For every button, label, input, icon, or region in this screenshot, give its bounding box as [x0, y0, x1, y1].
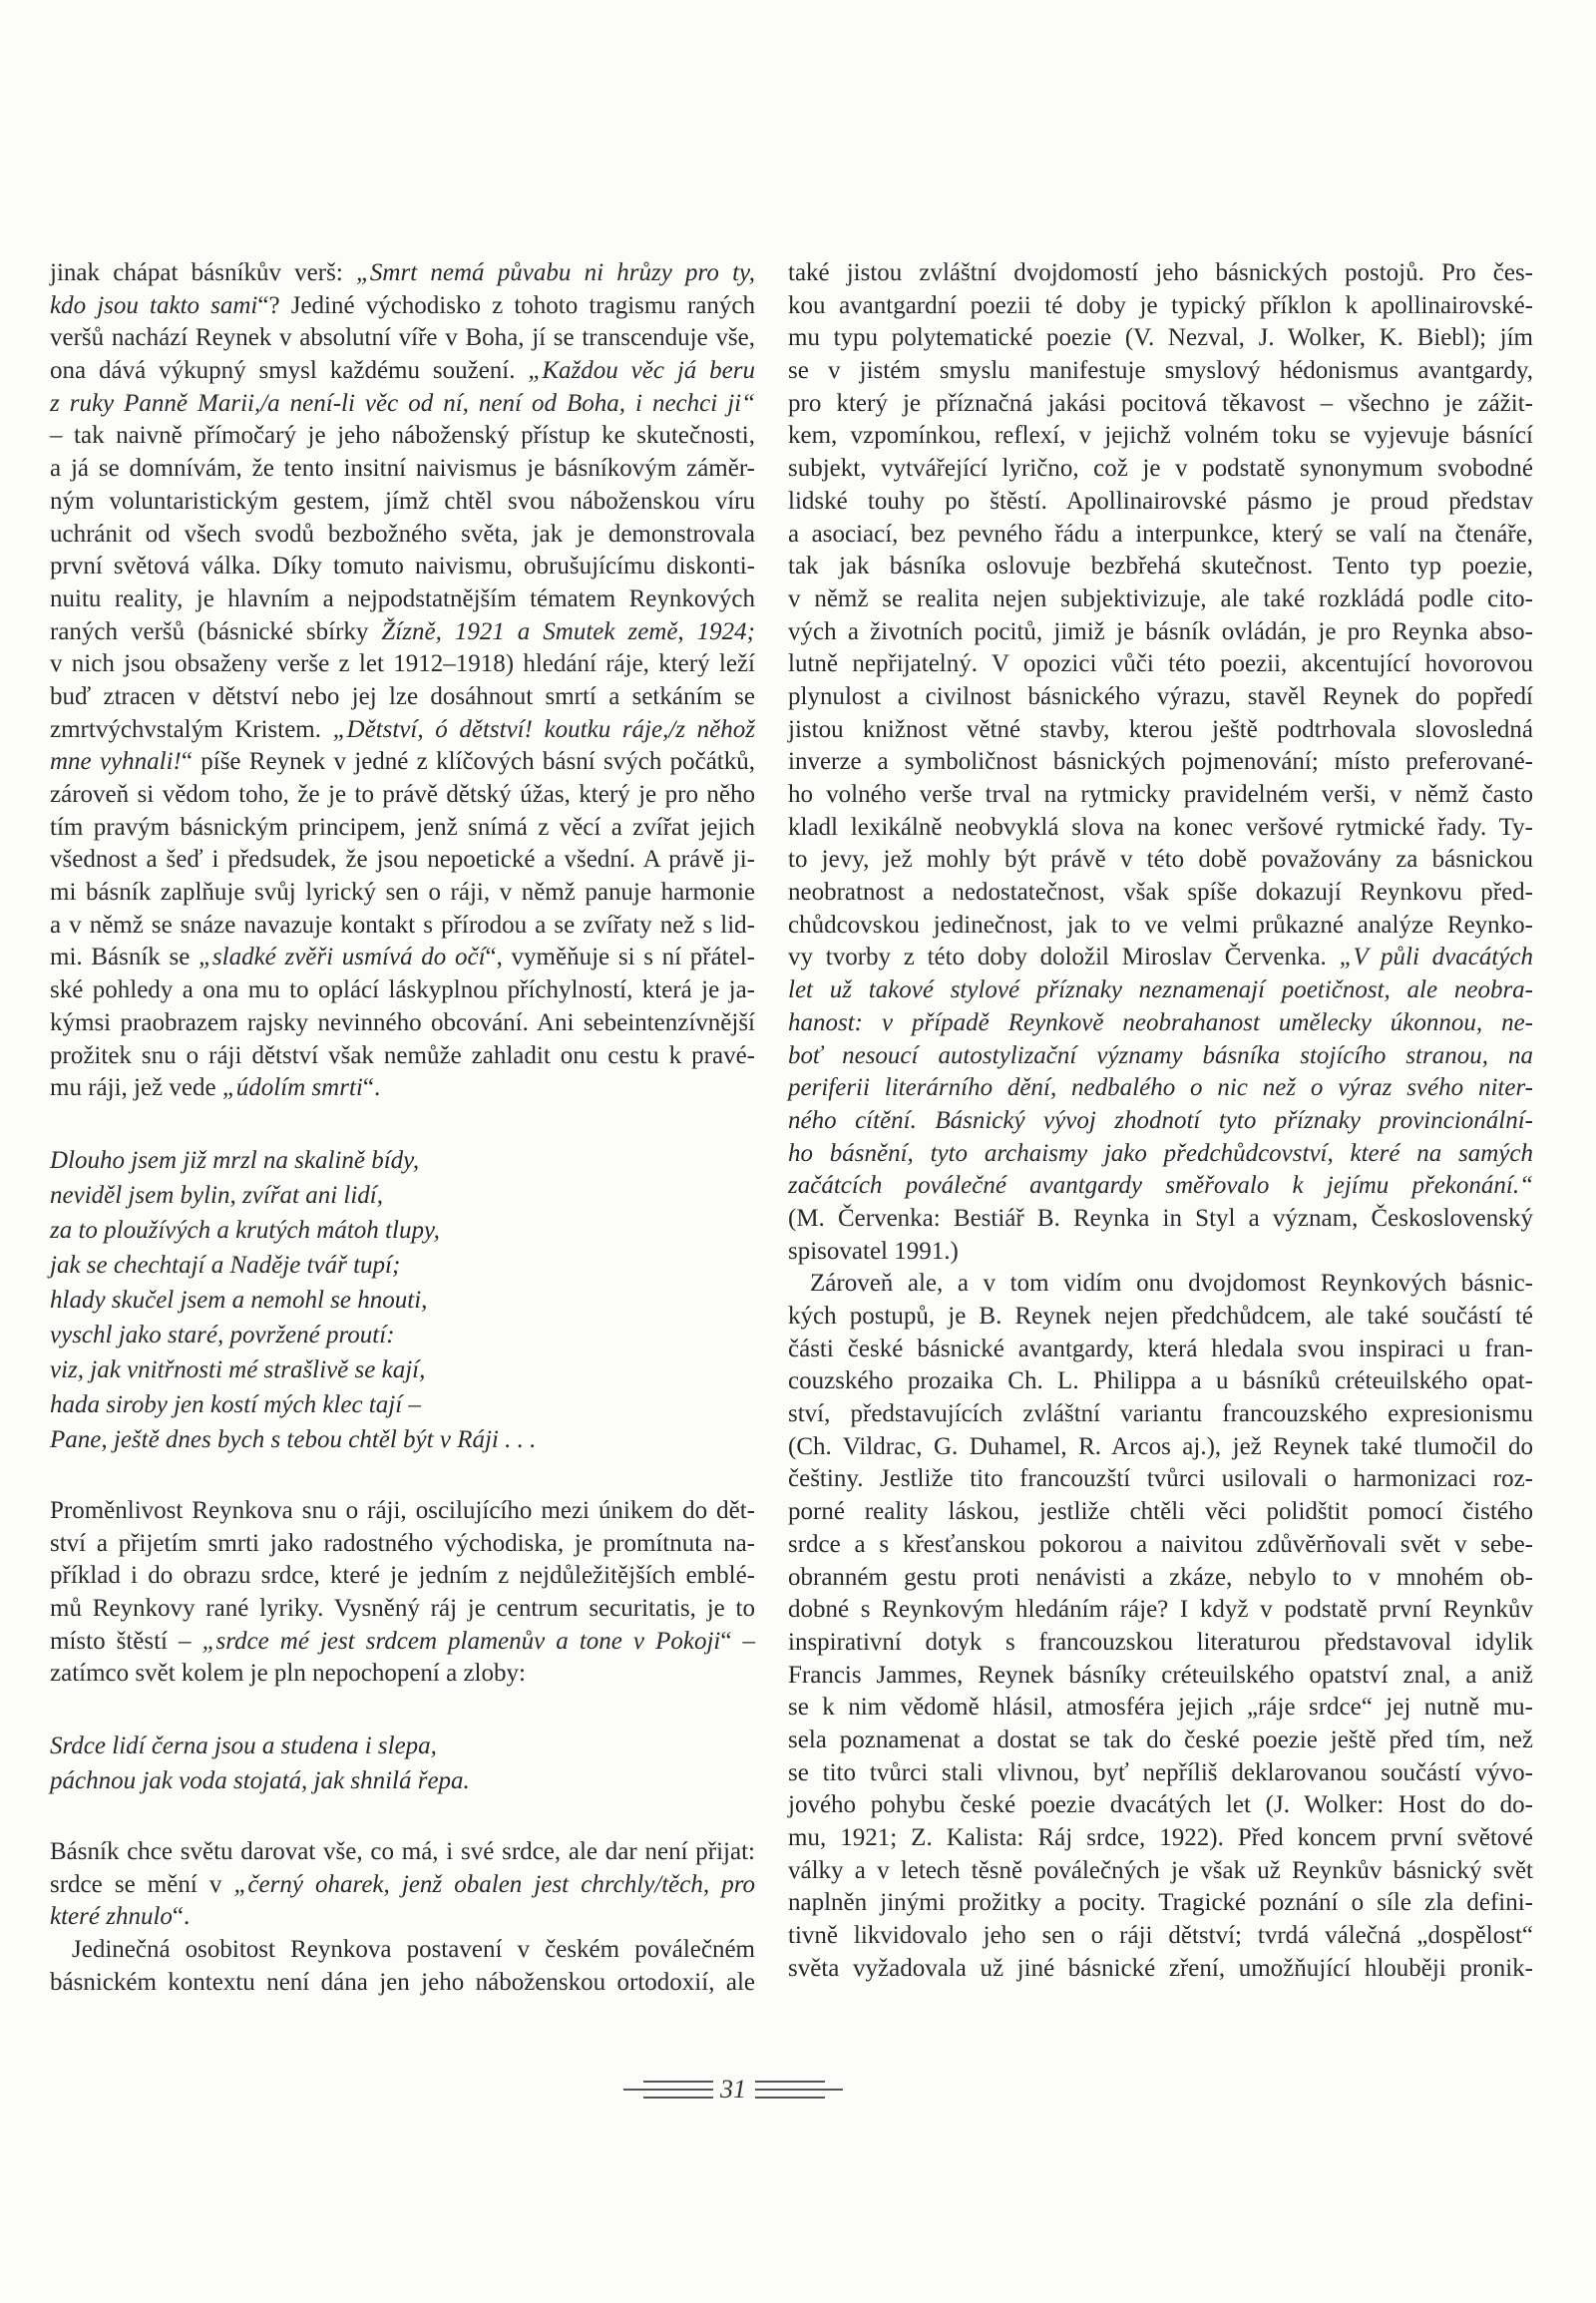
- body-text: kou avantgardní poezii té doby je typický příklon k apollinairovské-: [788, 291, 1533, 319]
- text-line: [50, 1560, 755, 1593]
- body-text: mů Reynkovy rané lyriky. Vysněný ráj je centrum securitatis, je to: [50, 1594, 755, 1622]
- text-line: [50, 519, 755, 552]
- italic-quote-text: periferii literárního dění, nedbalého o nic než o výraz svého niter-: [788, 1074, 1533, 1102]
- text-line: [50, 486, 755, 519]
- paragraph: [50, 257, 755, 1105]
- left-text-column: [50, 257, 755, 1999]
- text-line: [50, 942, 755, 974]
- verse-line: [50, 1352, 755, 1387]
- text-line: [788, 1692, 1533, 1725]
- italic-quote-text: mne vyhnali!: [50, 748, 182, 776]
- body-text: plynulost a civilnost básnického výrazu, stavěl Reynek do popředí: [788, 682, 1533, 710]
- verse-line: [50, 1422, 755, 1457]
- page-footer: [618, 2075, 848, 2105]
- italic-quote-text: let už takové stylové příznaky neznamenají poetičnost, ale neobra-: [788, 976, 1533, 1004]
- text-line: [788, 322, 1533, 355]
- body-text: Jedinečná osobitost Reynkova postavení v českém poválečném: [72, 1936, 755, 1964]
- paragraph: [50, 1934, 755, 1999]
- text-line: [788, 1627, 1533, 1660]
- text-line: [788, 1365, 1533, 1398]
- text-line: [788, 257, 1533, 290]
- text-line: [50, 974, 755, 1007]
- text-line: [50, 616, 755, 649]
- body-text: zmrtvýchvstalým Kristem.: [50, 715, 333, 743]
- body-text: vých a životních pocitů, jimiž je básník ovládán, je pro Reynka abso-: [788, 617, 1533, 645]
- text-line: [788, 1953, 1533, 1986]
- text-line: [50, 257, 755, 290]
- verse-quotation: [50, 1728, 755, 1798]
- footer-rule: [755, 2097, 825, 2099]
- italic-quote-text: začátcích poválečné avantgardy směřovalo k jejímu překonání.“: [788, 1172, 1533, 1200]
- text-line: [788, 1334, 1533, 1366]
- text-line: [50, 648, 755, 681]
- text-line: [788, 1920, 1533, 1953]
- body-text: kýmsi praobrazem rajsky nevinného obcování. Ani sebeintenzívnější: [50, 1008, 755, 1036]
- body-text: prožitek snu o ráji dětství však nemůže zahladit onu cestu k pravé-: [50, 1041, 755, 1069]
- text-line: [788, 844, 1533, 877]
- text-line: [788, 910, 1533, 943]
- italic-quote-text: „Každou věc já beru: [528, 357, 755, 385]
- text-line: [50, 877, 755, 910]
- italic-quote-text: které zhnulo: [50, 1903, 173, 1931]
- text-line: [788, 1236, 1533, 1269]
- body-text: spisovatel 1991.): [788, 1237, 959, 1265]
- body-text: (M. Červenka: Bestiář B. Reynka in Styl a význam, Československý: [788, 1204, 1533, 1232]
- body-text: inspirativní dotyk s francouzskou literaturou představoval idylik: [788, 1628, 1533, 1656]
- italic-quote-text: Dlouho jsem již mrzl na skalině bídy,: [50, 1146, 420, 1174]
- text-line: [788, 1594, 1533, 1627]
- text-line: [50, 583, 755, 616]
- body-text: subjekt, vytvářející lyrično, což je v podstatě synonymum svobodné: [788, 455, 1533, 483]
- body-text: inverze a symboličnost básnických pojmenování; místo preferované-: [788, 748, 1533, 776]
- italic-quote-text: „Smrt nemá půvabu ni hrůzy pro ty,: [356, 259, 755, 286]
- body-text: raných veršů (básnické sbírky: [50, 617, 382, 645]
- text-line: [50, 1967, 755, 2000]
- text-line: [788, 1789, 1533, 1822]
- text-line: [50, 1593, 755, 1626]
- text-line: [50, 1836, 755, 1869]
- body-text: – tak naivně přímočarý je jeho náboženský přístup ke skutečnosti,: [50, 422, 755, 450]
- body-text: zároveň si vědom toho, že je to právě dětský úžas, který je pro něho: [50, 781, 755, 808]
- body-text: místo štěstí –: [50, 1627, 202, 1655]
- italic-quote-text: hanost: v případě Reynkově neobrahanost umělecky úkonnou, ne-: [788, 1008, 1533, 1036]
- text-line: [788, 1463, 1533, 1496]
- text-line: [788, 453, 1533, 486]
- body-text: a já se domnívám, že tento insitní naivismus je básníkovým záměr-: [50, 455, 755, 483]
- footer-rule: [623, 2089, 713, 2091]
- text-line: [788, 974, 1533, 1007]
- body-text: části české básnické avantgardy, která hledala svou inspiraci u fran-: [788, 1335, 1533, 1362]
- verse-line: [50, 1387, 755, 1422]
- text-line: [50, 746, 755, 779]
- italic-quote-text: z ruky Panně Marii,/a není-li věc od ní, není od Boha, i nechci ji“: [50, 389, 755, 417]
- text-line: [50, 1626, 755, 1659]
- text-line: [788, 648, 1533, 681]
- body-text: lidské touhy po štěstí. Apollinairovské pásmo je proud představ: [788, 487, 1533, 515]
- body-text: veršů nachází Reynek v absolutní víře v Boha, jí se transcenduje vše,: [50, 324, 755, 352]
- verse-line: [50, 1318, 755, 1352]
- body-text: mu typu polytematické poezie (V. Nezval, J. Wolker, K. Biebl); jím: [788, 324, 1533, 352]
- body-text: ství, představujících zvláštní variantu francouzského expresionismu: [788, 1400, 1533, 1428]
- italic-quote-text: Pane, ještě dnes bych s tebou chtěl být v Ráji . . .: [50, 1425, 537, 1453]
- italic-quote-text: hlady skučel jsem a nemohl se hnouti,: [50, 1286, 428, 1314]
- text-line: [788, 877, 1533, 910]
- italic-quote-text: boť nesoucí autostylizační významy básníka stojícího stranou, na: [788, 1041, 1533, 1069]
- body-text: první světová válka. Díky tomuto naivismu, obrušujícímu diskonti-: [50, 553, 755, 580]
- text-line: [50, 1072, 755, 1105]
- footer-rule: [755, 2081, 825, 2083]
- italic-quote-text: za to ploužívých a krutých mátoh tlupy,: [50, 1216, 440, 1244]
- text-line: [50, 420, 755, 453]
- text-line: [50, 1934, 755, 1967]
- body-text: tivně likvidovalo jeho sen o ráji dětství; tvrdá válečná „dospělost“: [788, 1922, 1533, 1950]
- verse-line: [50, 1178, 755, 1213]
- body-text: dobné s Reynkovým hledáním ráje? I když v podstatě první Reynkův: [788, 1596, 1533, 1624]
- text-line: [788, 812, 1533, 845]
- body-text: mu, 1921; Z. Kalista: Ráj srdce, 1922). Před koncem první světové: [788, 1824, 1533, 1851]
- body-text: mi. Básník se: [50, 944, 199, 971]
- text-line: [50, 322, 755, 355]
- body-text: světa vyžadovala už jiné básnické zření, umožňující hlouběji pronik-: [788, 1954, 1533, 1982]
- body-text: srdce se mění v: [50, 1870, 234, 1898]
- body-text: ona dává výkupný smysl každému soužení.: [50, 357, 529, 385]
- body-text: jinak chápat básníkův verš:: [50, 259, 357, 286]
- body-text: v němž se realita nejen subjektivizuje, ale také rozkládá podle cito-: [788, 584, 1533, 612]
- italic-quote-text: „V půli dvacátých: [1339, 944, 1533, 971]
- text-line: [50, 1901, 755, 1934]
- text-line: [788, 1757, 1533, 1790]
- body-text: básnickém kontextu není dána jen jeho náboženskou ortodoxií, ale: [50, 1968, 755, 1996]
- text-line: [788, 1431, 1533, 1464]
- verse-line: [50, 1763, 755, 1798]
- italic-quote-text: „černý oharek, jenž obalen jest chrchly/těch, pro: [233, 1870, 756, 1898]
- text-line: [788, 714, 1533, 747]
- text-line: [50, 388, 755, 421]
- text-line: [788, 551, 1533, 583]
- body-text: “ píše Reynek v jedné z klíčových básní svých počátků,: [181, 748, 755, 776]
- body-text: to jevy, jež mohly být právě v této době považovány za básnickou: [788, 846, 1533, 874]
- body-text: “.: [172, 1903, 191, 1931]
- italic-quote-text: jak se chechtají a Naděje tvář tupí;: [50, 1251, 401, 1279]
- text-line: [50, 1040, 755, 1073]
- italic-quote-text: ho básnění, tyto archaismy jako předchůdcovství, které na samých: [788, 1139, 1533, 1167]
- verse-line: [50, 1248, 755, 1283]
- body-text: nuitu reality, je hlavním a nejpodstatnějším tématem Reynkových: [50, 584, 755, 612]
- text-line: [788, 1138, 1533, 1171]
- body-text: češtiny. Jestliže tito francouzští tvůrci usilovali o harmonizaci roz-: [788, 1465, 1533, 1493]
- text-line: [50, 290, 755, 323]
- verse-line: [50, 1213, 755, 1248]
- body-text: války a v letech těsně poválečných je však už Reynkův básnický svět: [788, 1856, 1533, 1884]
- text-line: [788, 420, 1533, 453]
- text-line: [788, 1496, 1533, 1529]
- text-line: [788, 583, 1533, 616]
- text-line: [788, 1529, 1533, 1562]
- italic-quote-text: Žízně, 1921 a Smutek země, 1924;: [381, 617, 755, 645]
- body-text: “, vyměňuje si s ní přátel-: [485, 944, 755, 971]
- italic-quote-text: Srdce lidí černa jsou a studena i slepa,: [50, 1732, 437, 1759]
- text-line: [788, 1398, 1533, 1431]
- page-number: 31: [720, 2075, 746, 2104]
- italic-quote-text: „sladké zvěři usmívá do očí: [199, 944, 486, 971]
- body-text: se tito tvůrci stali vlivnou, byť nepříliš deklarovanou součástí vývo-: [788, 1758, 1533, 1786]
- body-text: a asociací, bez pevného řádu a interpunkce, který se valí na čtenáře,: [788, 520, 1533, 548]
- footer-rule: [643, 2081, 713, 2083]
- body-text: chůdcovskou jedinečnost, jak to ve velmi průkazné analýze Reynko-: [788, 911, 1533, 939]
- text-line: [788, 388, 1533, 421]
- body-text: také jistou zvláštní dvojdomostí jeho básnických postojů. Pro čes-: [788, 259, 1533, 286]
- body-text: kem, vzpomínkou, reflexí, v jejichž volném toku se vyjevuje básnící: [788, 422, 1533, 450]
- body-text: obranném gestu proti nenávisti a zkáze, nebylo to v mnohém ob-: [788, 1563, 1533, 1591]
- body-text: v nich jsou obsaženy verše z let 1912–1918) hledání ráje, který leží: [50, 650, 755, 678]
- body-text: ské pohledy a ona mu to oplácí láskyplnou příchylností, která je ja-: [50, 976, 755, 1004]
- text-line: [788, 1301, 1533, 1334]
- verse-line: [50, 1728, 755, 1763]
- body-text: “? Jediné východisko z tohoto tragismu raných: [257, 291, 755, 319]
- body-text: porné reality láskou, jestliže chtěli věci polidštit pomocí čistého: [788, 1498, 1533, 1526]
- italic-quote-text: „srdce mé jest srdcem plamenův a tone v Pokoji: [201, 1627, 721, 1655]
- body-text: neobratnost a nedostatečnost, však spíše dokazují Reynkovu před-: [788, 879, 1533, 907]
- italic-quote-text: hada siroby jen kostí mých klec tají –: [50, 1390, 421, 1418]
- text-line: [788, 681, 1533, 714]
- italic-quote-text: viz, jak vnitřnosti mé strašlivě se kají,: [50, 1355, 426, 1383]
- body-text: ství a přijetím smrti jako radostného východiska, je promítnuta na-: [50, 1529, 755, 1557]
- body-text: jistou knižnost větné stavby, kterou ještě podtrhovala slovosledná: [788, 715, 1533, 743]
- text-line: [788, 1660, 1533, 1693]
- text-line: [50, 1658, 755, 1691]
- text-line: [50, 844, 755, 877]
- text-line: [788, 1268, 1533, 1301]
- body-text: kých postupů, je B. Reynek nejen předchůdcem, ale také součástí té: [788, 1303, 1533, 1330]
- body-text: příklad i do obrazu srdce, které je jedním z nejdůležitějších emblé-: [50, 1562, 755, 1590]
- body-text: kladl lexikálně neobvyklá slova na konec veršové rytmické řady. Ty-: [788, 813, 1533, 841]
- text-line: [788, 290, 1533, 323]
- body-text: tak jak básníka oslovuje bezbřehá skutečnost. Tento typ poezie,: [788, 553, 1533, 580]
- text-line: [788, 1562, 1533, 1595]
- body-text: buď ztracen v dětství nebo jej lze dosáhnout smrtí a setkáním se: [50, 682, 755, 710]
- body-text: zatímco svět kolem je pln nepochopení a zloby:: [50, 1660, 526, 1688]
- body-text: se k nim vědomě hlásil, atmosféra jejich „ráje srdce“ jej nutně mu-: [788, 1694, 1533, 1722]
- verse-line: [50, 1143, 755, 1178]
- text-line: [50, 551, 755, 583]
- paragraph: [788, 1268, 1533, 1985]
- body-text: jového pohybu české poezie dvacátých let (J. Wolker: Host do do-: [788, 1791, 1533, 1819]
- text-line: [788, 1040, 1533, 1073]
- verse-quotation: [50, 1143, 755, 1457]
- italic-quote-text: ného cítění. Básnický vývoj zhodnotí tyto příznaky provincionální-: [788, 1106, 1533, 1134]
- text-line: [788, 616, 1533, 649]
- body-text: Proměnlivost Reynkova snu o ráji, oscilujícího mezi únikem do dět-: [50, 1496, 755, 1524]
- body-text: Zároveň ale, a v tom vidím onu dvojdomost Reynkových básnic-: [810, 1270, 1533, 1298]
- text-line: [50, 453, 755, 486]
- footer-rule: [643, 2097, 713, 2099]
- body-text: a v němž se snáze navazuje kontakt s přírodou a se zvířaty než s lid-: [50, 911, 755, 939]
- text-line: [50, 910, 755, 943]
- body-text: couzského prozaika Ch. L. Philippa a u básníků créteuilského opat-: [788, 1367, 1533, 1395]
- text-line: [50, 355, 755, 388]
- text-line: [50, 812, 755, 845]
- paragraph: [50, 1836, 755, 1934]
- right-text-column: [788, 257, 1533, 1985]
- italic-quote-text: „Dětství, ó dětství! koutku ráje,/z něhož: [332, 715, 755, 743]
- text-line: [788, 1855, 1533, 1888]
- text-line: [50, 714, 755, 747]
- body-text: tím pravým básnickým principem, jenž snímá z věcí a zvířat jejich: [50, 813, 755, 841]
- italic-quote-text: kdo jsou takto sami: [50, 291, 258, 319]
- body-text: uchránit od všech svodů bezbožného světa, jak je demonstrovala: [50, 520, 755, 548]
- body-text: ným voluntaristickým gestem, jímž chtěl svou náboženskou víru: [50, 487, 755, 515]
- text-line: [788, 1203, 1533, 1236]
- text-line: [50, 1869, 755, 1902]
- body-text: mi básník zaplňuje svůj lyrický sen o ráji, v němž panuje harmonie: [50, 879, 755, 907]
- body-text: sela poznamenat a dostat se tak do české poezie ještě před tím, než: [788, 1726, 1533, 1753]
- text-line: [50, 681, 755, 714]
- body-text: všednost a šeď i předsudek, že jsou nepoetické a všední. A právě ji-: [50, 846, 755, 874]
- text-line: [788, 519, 1533, 552]
- body-text: pro který je příznačná jakási pocitová těkavost – všechno je zážit-: [788, 389, 1533, 417]
- body-text: “.: [362, 1074, 381, 1102]
- body-text: srdce a s křesťanskou pokorou a naivitou zdůvěrňovali svět v sebe-: [788, 1530, 1533, 1558]
- italic-quote-text: neviděl jsem bylin, zvířat ani lidí,: [50, 1181, 383, 1209]
- text-line: [788, 942, 1533, 974]
- text-line: [788, 1887, 1533, 1920]
- text-line: [788, 486, 1533, 519]
- text-line: [788, 1007, 1533, 1040]
- text-line: [788, 746, 1533, 779]
- body-text: naplněn jinými prožitky a pocity. Tragické poznání o síle zla defini-: [788, 1889, 1533, 1917]
- verse-line: [50, 1283, 755, 1318]
- italic-quote-text: páchnou jak voda stojatá, jak shnilá řepa.: [50, 1767, 470, 1794]
- text-line: [788, 1105, 1533, 1138]
- paragraph: [50, 1495, 755, 1691]
- body-text: (Ch. Vildrac, G. Duhamel, R. Arcos aj.), jež Reynek také tlumočil do: [788, 1432, 1533, 1460]
- text-line: [50, 779, 755, 812]
- footer-rule: [755, 2089, 843, 2091]
- body-text: mu ráji, jež vede: [50, 1074, 222, 1102]
- body-text: “ –: [720, 1627, 755, 1655]
- text-line: [788, 1170, 1533, 1203]
- text-line: [788, 1072, 1533, 1105]
- body-text: Básník chce světu darovat vše, co má, i své srdce, ale dar není přijat:: [50, 1838, 755, 1865]
- text-line: [50, 1528, 755, 1561]
- text-line: [788, 1725, 1533, 1757]
- body-text: lutně nepřijatelný. V opozici vůči této poezii, akcentující hovorovou: [788, 650, 1533, 678]
- italic-quote-text: „údolím smrti: [221, 1074, 363, 1102]
- text-line: [788, 779, 1533, 812]
- paragraph: [788, 257, 1533, 1268]
- text-line: [50, 1007, 755, 1040]
- body-text: vy tvorby z této doby doložil Miroslav Červenka.: [788, 944, 1340, 971]
- body-text: Francis Jammes, Reynek básníky créteuilského opatství znal, a aniž: [788, 1661, 1533, 1689]
- body-text: se v jistém smyslu manifestuje smyslový hédonismus avantgardy,: [788, 357, 1533, 385]
- body-text: ho volného verše trval na rytmicky pravidelném verši, v němž často: [788, 781, 1533, 808]
- text-line: [788, 1822, 1533, 1855]
- italic-quote-text: vyschl jako staré, povržené proutí:: [50, 1321, 395, 1348]
- text-line: [50, 1495, 755, 1528]
- text-line: [788, 355, 1533, 388]
